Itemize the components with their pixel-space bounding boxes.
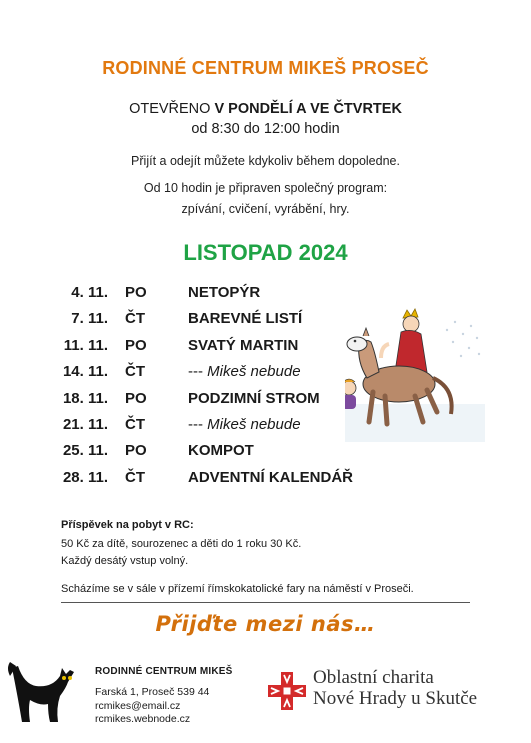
cat-logo-icon: [4, 648, 86, 730]
schedule-date: 25. 11.: [62, 442, 108, 460]
schedule-event: SVATÝ MARTIN: [188, 336, 299, 354]
schedule-cancelled: [188, 416, 301, 433]
schedule-event: PODZIMNÍ STROM: [188, 389, 320, 407]
meeting-place: Scházíme se v sále v přízemí římskokatolické fary na náměstí v Proseči.: [61, 583, 414, 595]
cancel-dash: ---: [188, 416, 208, 433]
cancel-dash: ---: [188, 363, 208, 381]
schedule-day: PO: [125, 389, 147, 407]
schedule-event: NETOPÝR: [188, 284, 261, 301]
schedule-day: ČT: [125, 416, 145, 433]
divider: [61, 602, 470, 603]
schedule-event: KOMPOT: [188, 442, 254, 460]
slogan: Přijďte mezi nás…: [155, 612, 376, 636]
org-name: RODINNÉ CENTRUM MIKEŠ: [95, 666, 233, 677]
schedule-date: 11. 11.: [63, 336, 108, 354]
schedule-row: [0, 442, 531, 464]
schedule-date: 4. 11.: [71, 284, 108, 301]
charity-cross-icon: [267, 671, 307, 711]
schedule-date: 18. 11.: [62, 389, 108, 407]
month-heading: LISTOPAD 2024: [183, 240, 348, 265]
schedule-date: 7. 11.: [71, 310, 108, 328]
schedule-date: 28. 11.: [62, 468, 108, 486]
schedule-day: PO: [125, 284, 147, 301]
schedule-row: [0, 469, 531, 491]
charity-name-line-1: Oblastní charita: [313, 667, 434, 688]
fee-line-2: Každý desátý vstup volný.: [61, 555, 189, 567]
schedule-date: 14. 11.: [62, 363, 108, 381]
org-email[interactable]: rcmikes@email.cz: [95, 700, 181, 712]
schedule-date: 21. 11.: [62, 416, 108, 433]
st-martin-illustration: [345, 292, 485, 442]
opening-hours: od 8:30 do 12:00 hodin: [191, 121, 340, 137]
opening-days-bold: V PONDĚLÍ A VE ČTVRTEK: [214, 101, 402, 117]
info-text-3: zpívání, cvičení, vyrábění, hry.: [181, 202, 350, 216]
fee-heading: Příspěvek na pobyt v RC:: [61, 519, 194, 531]
schedule-event: ADVENTNÍ KALENDÁŘ: [188, 468, 353, 486]
schedule-day: ČT: [125, 363, 145, 381]
schedule-day: PO: [125, 336, 147, 354]
schedule-event: BAREVNÉ LISTÍ: [188, 310, 303, 328]
info-text-2: Od 10 hodin je připraven společný program:: [143, 181, 388, 195]
opening-prefix: OTEVŘENO: [129, 101, 215, 117]
fee-line-1: 50 Kč za dítě, sourozenec a děti do 1 roku 30 Kč.: [61, 538, 302, 550]
opening-days: [0, 101, 531, 117]
info-text-1: Přijít a odejít můžete kdykoliv během dopoledne.: [131, 154, 400, 168]
schedule-day: PO: [125, 442, 147, 460]
charity-name-line-2: Nové Hrady u Skutče: [313, 688, 478, 709]
schedule-day: ČT: [125, 310, 145, 328]
org-address: Farská 1, Proseč 539 44: [95, 686, 210, 698]
cancel-note: Mikeš nebude: [207, 416, 301, 433]
schedule-day: ČT: [125, 468, 145, 486]
org-website[interactable]: rcmikes.webnode.cz: [95, 713, 191, 725]
schedule-cancelled: [188, 363, 301, 380]
cancel-note: Mikeš nebude: [207, 363, 301, 381]
page-title: RODINNÉ CENTRUM MIKEŠ PROSEČ: [102, 58, 429, 78]
